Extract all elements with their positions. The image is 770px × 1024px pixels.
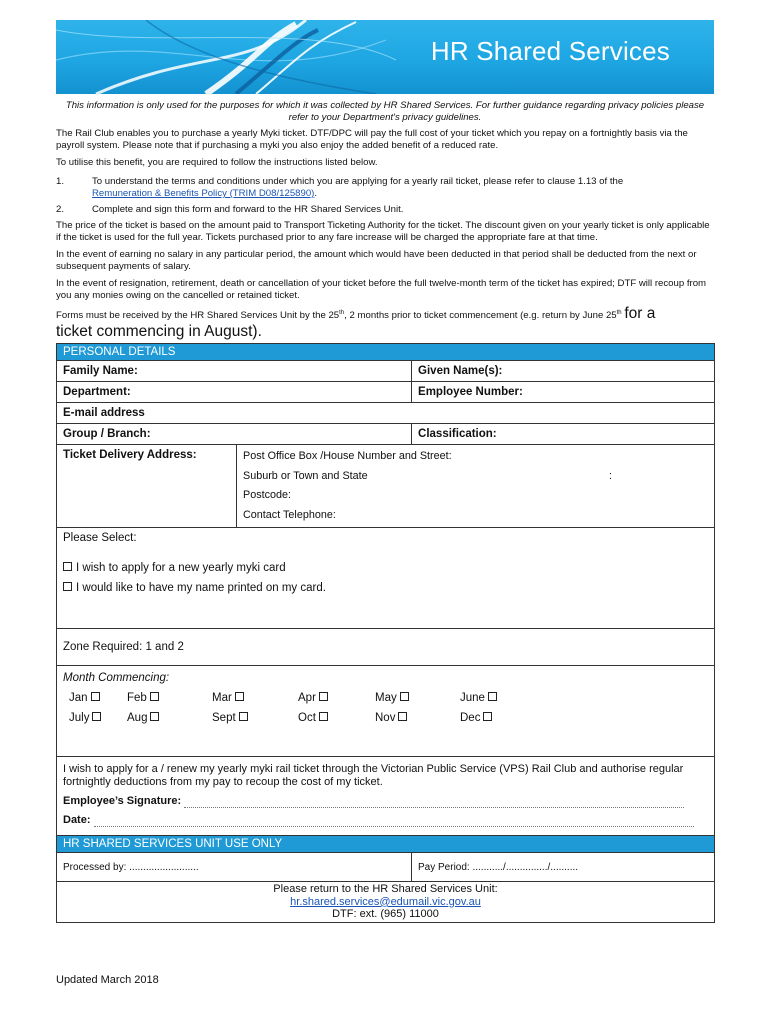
address-postcode: Postcode:: [243, 489, 292, 501]
checkbox-icon[interactable]: [92, 712, 101, 721]
option-new-label: I wish to apply for a new yearly myki card: [76, 562, 286, 574]
checkbox-icon[interactable]: [91, 692, 100, 701]
month-label: Aug: [127, 712, 148, 724]
zone-field[interactable]: Zone Required: 1 and 2: [57, 629, 715, 666]
month-option-dec[interactable]: [460, 712, 492, 724]
instruction-item-2: Complete and sign this form and forward to the HR Shared Services Unit.: [92, 204, 404, 215]
no-salary-paragraph: In the event of earning no salary in any particular period, the amount which would have been deducted in that period shall be deducted from the next or subsequent payments of salary.: [56, 249, 697, 272]
page-title: HR Shared Services: [430, 36, 670, 66]
checkbox-icon[interactable]: [319, 712, 328, 721]
month-option-jan[interactable]: [69, 692, 100, 704]
checkbox-icon[interactable]: [150, 692, 159, 701]
checkbox-icon[interactable]: [239, 712, 248, 721]
instruction-end: .: [314, 188, 318, 199]
superscript: th: [339, 310, 345, 316]
month-option-feb[interactable]: [127, 692, 159, 704]
checkbox-icon[interactable]: [483, 712, 492, 721]
address-block[interactable]: [237, 445, 715, 528]
ticket-delivery-label: Ticket Delivery Address:: [57, 445, 237, 528]
address-phone: Contact Telephone:: [243, 508, 336, 521]
month-label: Apr: [298, 692, 316, 704]
month-label: Feb: [127, 692, 147, 704]
price-paragraph: The price of the ticket is based on the amount paid to Transport Ticketing Authority for the ticket. The discount given on your yearly ticket is only applicable if the ticket is used for the full year. Tickets purchased prior to any fare increase will be charged the appropriate fare at that time.: [56, 220, 710, 243]
address-colon: :: [609, 469, 612, 482]
section-hr-use-only: HR SHARED SERVICES UNIT USE ONLY: [57, 836, 715, 853]
instruction-item-1: [92, 176, 712, 200]
return-label: Please return to the HR Shared Services Unit:: [273, 883, 498, 896]
checkbox-icon[interactable]: [235, 692, 244, 701]
policy-link[interactable]: Remuneration & Benefits Policy (TRIM D08/125890): [92, 188, 315, 199]
item-number: 1.: [56, 176, 65, 187]
date-label: Date:: [63, 814, 91, 826]
employee-number-field[interactable]: Employee Number:: [412, 382, 715, 403]
given-names-field[interactable]: Given Name(s):: [412, 361, 715, 382]
signature-line[interactable]: [184, 807, 684, 808]
option-new-card[interactable]: [63, 562, 708, 574]
group-branch-field[interactable]: Group / Branch:: [57, 424, 412, 445]
month-label: May: [375, 692, 397, 704]
month-label: June: [460, 692, 485, 704]
header-banner: [56, 20, 714, 94]
month-label: Oct: [298, 712, 316, 724]
month-label: Sept: [212, 712, 236, 724]
deadline-text-a: Forms must be received by the HR Shared Services Unit by the 25: [56, 310, 340, 322]
deadline-text-c: for a: [624, 305, 656, 323]
month-option-sept[interactable]: [212, 712, 248, 724]
month-option-nov[interactable]: [375, 712, 407, 724]
month-option-apr[interactable]: [298, 692, 328, 704]
resignation-paragraph: In the event of resignation, retirement, death or cancellation of your ticket before the full twelve-month term of the ticket has expired; DTF will recoup from you any monies owing on the cancelled or retained ticket.: [56, 278, 707, 301]
selection-block: [57, 528, 715, 629]
checkbox-icon[interactable]: [319, 692, 328, 701]
month-option-aug[interactable]: [127, 712, 159, 724]
privacy-note: This information is only used for the purposes for which it was collected by HR Shared Services. For further guidance regarding privacy policies please refer to your Department's privacy guidelines.: [65, 100, 705, 123]
pay-period-field[interactable]: Pay Period: .........../.............../..........: [412, 853, 715, 882]
checkbox-icon[interactable]: [400, 692, 409, 701]
please-select-label: Please Select:: [63, 532, 137, 544]
intro-paragraph: The Rail Club enables you to purchase a yearly Myki ticket. DTF/DPC will pay the full cost of your ticket which you repay on a fortnightly basis via the payroll system. Please note that if purchasing a myki you also enjoy the added benefit of a reduced rate.: [56, 128, 688, 151]
classification-field[interactable]: Classification:: [412, 424, 715, 445]
checkbox-icon[interactable]: [398, 712, 407, 721]
month-label: Nov: [375, 712, 396, 724]
checkbox-icon[interactable]: [63, 582, 72, 591]
instruction-text: To understand the terms and conditions under which you are applying for a yearly rail ticket, please refer to clause 1.13 of the: [92, 176, 624, 187]
application-form: [56, 343, 715, 923]
signature-label: Employee’s Signature:: [63, 795, 182, 807]
month-option-june[interactable]: [460, 692, 497, 704]
month-block: [57, 666, 715, 757]
instructions-lead: To utilise this benefit, you are required to follow the instructions listed below.: [56, 157, 378, 168]
return-block: [57, 882, 715, 923]
date-line[interactable]: [94, 826, 694, 827]
month-option-july[interactable]: [69, 712, 101, 724]
checkbox-icon[interactable]: [150, 712, 159, 721]
department-field[interactable]: Department:: [57, 382, 412, 403]
family-name-field[interactable]: Family Name:: [57, 361, 412, 382]
month-label: July: [69, 712, 90, 724]
return-email-link[interactable]: hr.shared.services@edumail.vic.gov.au: [290, 895, 481, 908]
option-name-printed[interactable]: [63, 582, 708, 594]
authorisation-text: I wish to apply for a / renew my yearly myki rail ticket through the Victorian Public Service (VPS) Rail Club and authorise regular fortnightly deductions from my pay to recoup the cost of my ticket.: [63, 763, 684, 788]
address-street: Post Office Box /House Number and Street:: [243, 450, 452, 462]
option-name-label: I would like to have my name printed on my card.: [76, 582, 326, 594]
email-field[interactable]: E-mail address: [57, 403, 715, 424]
month-option-oct[interactable]: [298, 712, 328, 724]
authorisation-block: [57, 757, 715, 836]
checkbox-icon[interactable]: [63, 562, 72, 571]
processed-by-field[interactable]: Processed by: .........................: [57, 853, 412, 882]
deadline-text-b: , 2 months prior to ticket commencement (e.g. return by June 25: [344, 310, 617, 322]
checkbox-icon[interactable]: [488, 692, 497, 701]
address-suburb: Suburb or Town and State: [243, 469, 368, 482]
section-personal-details: PERSONAL DETAILS: [57, 344, 715, 361]
deadline-text-d: ticket commencing in August).: [56, 323, 262, 341]
superscript: th: [616, 310, 622, 316]
deadline-paragraph: [56, 305, 714, 342]
month-option-may[interactable]: [375, 692, 409, 704]
item-number: 2.: [56, 204, 65, 215]
month-label: Jan: [69, 692, 88, 704]
return-extension: DTF: ext. (965) 11000: [332, 908, 439, 921]
month-commencing-label: Month Commencing:: [63, 672, 170, 684]
month-label: Mar: [212, 692, 232, 704]
updated-date: Updated March 2018: [56, 974, 159, 986]
month-label: Dec: [460, 712, 481, 724]
month-option-mar[interactable]: [212, 692, 244, 704]
month-grid: [63, 684, 708, 728]
